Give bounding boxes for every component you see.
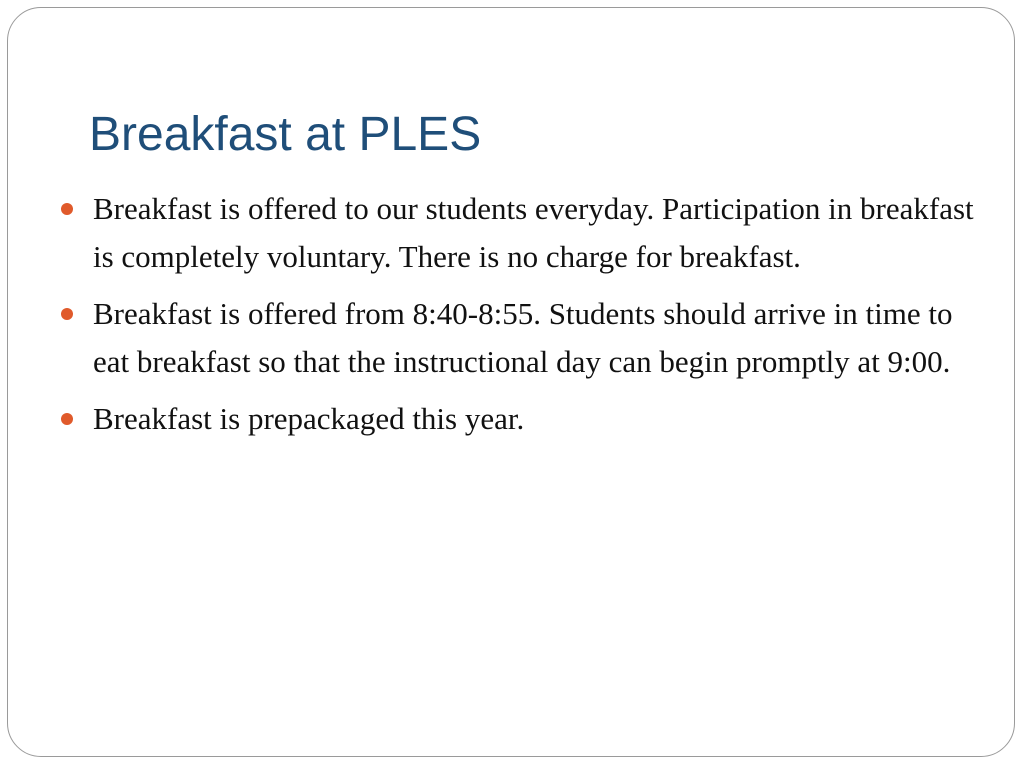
bullet-item [61, 185, 991, 281]
bullet-text: Breakfast is prepackaged this year. [93, 401, 525, 436]
bullet-dot-icon [61, 308, 73, 320]
bullet-dot-icon [61, 413, 73, 425]
bullet-list [61, 185, 991, 452]
slide [7, 7, 1015, 757]
bullet-item [61, 290, 991, 386]
bullet-text: Breakfast is offered to our students everyday. Participation in breakfast is completely voluntary. There is no charge for breakfast. [93, 191, 974, 274]
slide-title: Breakfast at PLES [89, 108, 482, 161]
bullet-text: Breakfast is offered from 8:40-8:55. Students should arrive in time to eat breakfast so that the instructional day can begin promptly at 9:00. [93, 296, 953, 379]
bullet-item [61, 395, 991, 443]
bullet-dot-icon [61, 203, 73, 215]
